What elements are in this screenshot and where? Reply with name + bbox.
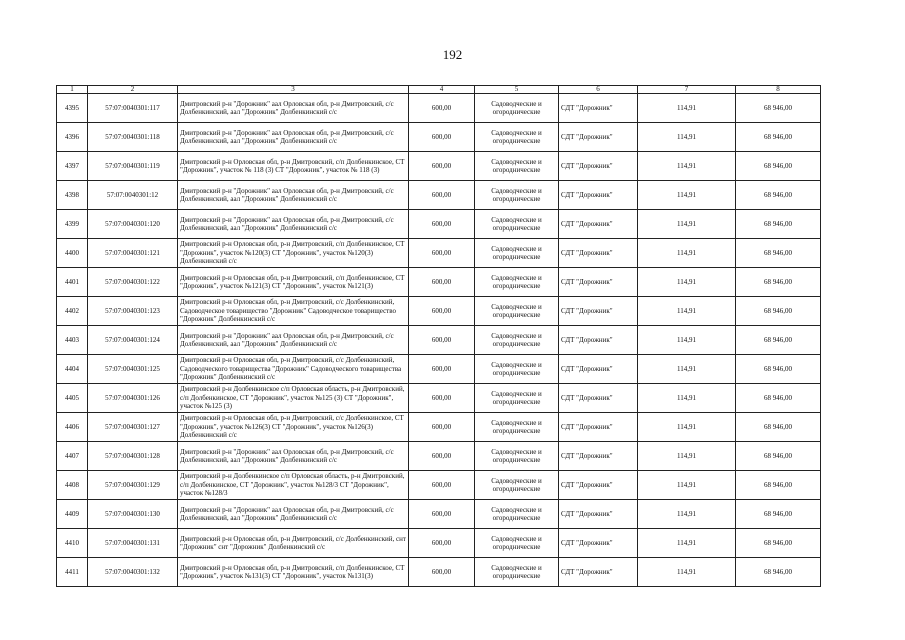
row-number-cell: 4397 [57,152,88,181]
row-number-cell: 4410 [57,529,88,558]
owner-cell: СДТ "Дорожник" [559,471,638,500]
area-cell: 600,00 [409,123,475,152]
cadastral-number-cell: 57:07:0040301:12 [88,181,178,210]
table-row [57,500,821,529]
land-use-cell: Садоводческие и огороднические [475,355,559,384]
area-cell: 600,00 [409,355,475,384]
row-number-cell: 4402 [57,297,88,326]
table-row [57,297,821,326]
address-cell: Дмитровский р-н Орловская обл, р-н Дмитровский, с/п Долбенкинское, СТ "Дорожник", участок №120(3) СТ "Дорожник", участок №120(3) Долбенкинский с/с [178,239,409,268]
row-number-cell: 4395 [57,94,88,123]
land-use-cell: Садоводческие и огороднические [475,413,559,442]
address-cell: Дмитровский р-н Орловская обл, р-н Дмитровский, с/п Долбенкинское, СТ "Дорожник", участок №121(3) СТ "Дорожник", участок №121(3) [178,268,409,297]
cadastral-value-cell: 68 946,00 [736,413,821,442]
owner-cell: СДТ "Дорожник" [559,297,638,326]
table-row [57,210,821,239]
cadastral-number-cell: 57:07:0040301:122 [88,268,178,297]
address-cell: Дмитровский р-н "Дорожник" аал Орловская обл, р-н Дмитровский, с/с Долбенкинский, аал "Дорожник" Долбенкинский с/с [178,442,409,471]
table-row [57,268,821,297]
owner-cell: СДТ "Дорожник" [559,152,638,181]
table-row [57,181,821,210]
owner-cell: СДТ "Дорожник" [559,210,638,239]
cadastral-number-cell: 57:07:0040301:126 [88,384,178,413]
cadastral-rate-cell: 114,91 [638,239,736,268]
address-cell: Дмитровский р-н "Дорожник" аал Орловская обл, р-н Дмитровский, с/с Долбенкинский, аал "Дорожник" Долбенкинский с/с [178,181,409,210]
cadastral-value-cell: 68 946,00 [736,94,821,123]
cadastral-number-cell: 57:07:0040301:130 [88,500,178,529]
row-number-cell: 4409 [57,500,88,529]
cadastral-number-cell: 57:07:0040301:132 [88,558,178,587]
cadastral-number-cell: 57:07:0040301:125 [88,355,178,384]
cadastral-rate-cell: 114,91 [638,297,736,326]
cadastral-number-cell: 57:07:0040301:129 [88,471,178,500]
address-cell: Дмитровский р-н Орловская обл, р-н Дмитровский, с/с Долбенкинский, Садоводческое товарищество "Дорожник" Садоводческое товарищество "Дорожник" Долбенкинский с/с [178,297,409,326]
cadastral-number-cell: 57:07:0040301:131 [88,529,178,558]
cadastral-rate-cell: 114,91 [638,210,736,239]
cadastral-rate-cell: 114,91 [638,181,736,210]
area-cell: 600,00 [409,471,475,500]
col-header-2: 2 [88,86,178,94]
cadastral-value-cell: 68 946,00 [736,268,821,297]
cadastral-rate-cell: 114,91 [638,355,736,384]
cadastral-rate-cell: 114,91 [638,558,736,587]
cadastral-value-cell: 68 946,00 [736,471,821,500]
table-row [57,384,821,413]
cadastral-rate-cell: 114,91 [638,471,736,500]
area-cell: 600,00 [409,442,475,471]
row-number-cell: 4399 [57,210,88,239]
land-use-cell: Садоводческие и огороднические [475,123,559,152]
cadastral-rate-cell: 114,91 [638,413,736,442]
col-header-5: 5 [475,86,559,94]
col-header-1: 1 [57,86,88,94]
land-register-table [56,85,821,587]
table-row [57,94,821,123]
row-number-cell: 4404 [57,355,88,384]
owner-cell: СДТ "Дорожник" [559,442,638,471]
area-cell: 600,00 [409,268,475,297]
table-row [57,558,821,587]
land-use-cell: Садоводческие и огороднические [475,471,559,500]
table-row [57,529,821,558]
cadastral-rate-cell: 114,91 [638,529,736,558]
cadastral-number-cell: 57:07:0040301:119 [88,152,178,181]
table-row [57,152,821,181]
col-header-7: 7 [638,86,736,94]
table-row [57,442,821,471]
address-cell: Дмитровский р-н "Дорожник" аал Орловская обл, р-н Дмитровский, с/с Долбенкинский, аал "Дорожник" Долбенкинский с/с [178,210,409,239]
owner-cell: СДТ "Дорожник" [559,326,638,355]
owner-cell: СДТ "Дорожник" [559,181,638,210]
col-header-3: 3 [178,86,409,94]
owner-cell: СДТ "Дорожник" [559,558,638,587]
cadastral-rate-cell: 114,91 [638,326,736,355]
address-cell: Дмитровский р-н Орловская обл, р-н Дмитровский, с/с Долбенкинский, Садоводческого товарищества "Дорожник" Садоводческого товарищества "Дорожник" Долбенкинский с/с [178,355,409,384]
cadastral-rate-cell: 114,91 [638,268,736,297]
cadastral-value-cell: 68 946,00 [736,500,821,529]
area-cell: 600,00 [409,384,475,413]
land-use-cell: Садоводческие и огороднические [475,181,559,210]
owner-cell: СДТ "Дорожник" [559,529,638,558]
land-use-cell: Садоводческие и огороднические [475,384,559,413]
table-row [57,355,821,384]
land-use-cell: Садоводческие и огороднические [475,442,559,471]
land-use-cell: Садоводческие и огороднические [475,297,559,326]
row-number-cell: 4407 [57,442,88,471]
area-cell: 600,00 [409,500,475,529]
address-cell: Дмитровский р-н Орловская обл, р-н Дмитровский, с/с Долбенкинское, СТ "Дорожник", участок №126(3) СТ "Дорожник", участок №126(3) Долбенкинский с/с [178,413,409,442]
owner-cell: СДТ "Дорожник" [559,500,638,529]
address-cell: Дмитровский р-н Орловская обл, р-н Дмитровский, с/п Долбенкинское, СТ "Дорожник", участок №131(3) СТ "Дорожник", участок №131(3) [178,558,409,587]
cadastral-rate-cell: 114,91 [638,442,736,471]
area-cell: 600,00 [409,181,475,210]
cadastral-rate-cell: 114,91 [638,123,736,152]
col-header-4: 4 [409,86,475,94]
land-use-cell: Садоводческие и огороднические [475,239,559,268]
row-number-cell: 4405 [57,384,88,413]
area-cell: 600,00 [409,239,475,268]
land-use-cell: Садоводческие и огороднические [475,268,559,297]
cadastral-number-cell: 57:07:0040301:128 [88,442,178,471]
owner-cell: СДТ "Дорожник" [559,123,638,152]
area-cell: 600,00 [409,297,475,326]
row-number-cell: 4401 [57,268,88,297]
cadastral-value-cell: 68 946,00 [736,558,821,587]
cadastral-rate-cell: 114,91 [638,384,736,413]
cadastral-value-cell: 68 946,00 [736,181,821,210]
row-number-cell: 4400 [57,239,88,268]
row-number-cell: 4398 [57,181,88,210]
address-cell: Дмитровский р-н "Дорожник" аал Орловская обл, р-н Дмитровский, с/с Долбенкинский, аал "Дорожник" Долбенкинский с/с [178,94,409,123]
cadastral-value-cell: 68 946,00 [736,384,821,413]
table-row [57,123,821,152]
address-cell: Дмитровский р-н "Дорожник" аал Орловская обл, р-н Дмитровский, с/с Долбенкинский, аал "Дорожник" Долбенкинский с/с [178,326,409,355]
table-row [57,471,821,500]
cadastral-number-cell: 57:07:0040301:127 [88,413,178,442]
cadastral-value-cell: 68 946,00 [736,326,821,355]
row-number-cell: 4411 [57,558,88,587]
owner-cell: СДТ "Дорожник" [559,384,638,413]
address-cell: Дмитровский р-н "Дорожник" аал Орловская обл, р-н Дмитровский, с/с Долбенкинский, аал "Дорожник" Долбенкинский с/с [178,123,409,152]
cadastral-number-cell: 57:07:0040301:120 [88,210,178,239]
cadastral-number-cell: 57:07:0040301:124 [88,326,178,355]
land-use-cell: Садоводческие и огороднические [475,94,559,123]
address-cell: Дмитровский р-н Орловская обл, р-н Дмитровский, с/с Долбенкинский, снт "Дорожник" снт "Дорожник" Долбенкинский с/с [178,529,409,558]
row-number-cell: 4403 [57,326,88,355]
area-cell: 600,00 [409,210,475,239]
land-use-cell: Садоводческие и огороднические [475,210,559,239]
header-row [57,86,821,94]
col-header-8: 8 [736,86,821,94]
address-cell: Дмитровский р-н Долбенкинское с/п Орловская область, р-н Дмитровский, с/п Долбенкинское, СТ "Дорожник", участок №125 (3) СТ "Дорожник", участок №125 (3) [178,384,409,413]
area-cell: 600,00 [409,326,475,355]
area-cell: 600,00 [409,413,475,442]
cadastral-value-cell: 68 946,00 [736,239,821,268]
cadastral-value-cell: 68 946,00 [736,123,821,152]
table-row [57,326,821,355]
cadastral-value-cell: 68 946,00 [736,152,821,181]
area-cell: 600,00 [409,94,475,123]
owner-cell: СДТ "Дорожник" [559,94,638,123]
area-cell: 600,00 [409,152,475,181]
land-use-cell: Садоводческие и огороднические [475,152,559,181]
cadastral-rate-cell: 114,91 [638,94,736,123]
cadastral-number-cell: 57:07:0040301:121 [88,239,178,268]
cadastral-value-cell: 68 946,00 [736,529,821,558]
land-use-cell: Садоводческие и огороднические [475,500,559,529]
owner-cell: СДТ "Дорожник" [559,268,638,297]
table-row [57,413,821,442]
land-use-cell: Садоводческие и огороднические [475,326,559,355]
cadastral-rate-cell: 114,91 [638,152,736,181]
cadastral-number-cell: 57:07:0040301:123 [88,297,178,326]
area-cell: 600,00 [409,529,475,558]
col-header-6: 6 [559,86,638,94]
address-cell: Дмитровский р-н Орловская обл, р-н Дмитровский, с/п Долбенкинское, СТ "Дорожник", участок № 118 (3) СТ "Дорожник", участок № 118 (3) [178,152,409,181]
row-number-cell: 4406 [57,413,88,442]
land-use-cell: Садоводческие и огороднические [475,558,559,587]
owner-cell: СДТ "Дорожник" [559,413,638,442]
cadastral-number-cell: 57:07:0040301:118 [88,123,178,152]
address-cell: Дмитровский р-н Долбенкинское с/п Орловская область, р-н Дмитровский, с/п Долбенкинское, СТ "Дорожник", участок №128/3 СТ "Дорожник", участок №128/3 [178,471,409,500]
row-number-cell: 4408 [57,471,88,500]
cadastral-value-cell: 68 946,00 [736,355,821,384]
cadastral-value-cell: 68 946,00 [736,210,821,239]
owner-cell: СДТ "Дорожник" [559,355,638,384]
table-row [57,239,821,268]
row-number-cell: 4396 [57,123,88,152]
cadastral-rate-cell: 114,91 [638,500,736,529]
area-cell: 600,00 [409,558,475,587]
owner-cell: СДТ "Дорожник" [559,239,638,268]
page-number: 192 [442,47,463,62]
cadastral-value-cell: 68 946,00 [736,442,821,471]
cadastral-number-cell: 57:07:0040301:117 [88,94,178,123]
address-cell: Дмитровский р-н "Дорожник" аал Орловская обл, р-н Дмитровский, с/с Долбенкинский, аал "Дорожник" Долбенкинский с/с [178,500,409,529]
cadastral-value-cell: 68 946,00 [736,297,821,326]
land-use-cell: Садоводческие и огороднические [475,529,559,558]
